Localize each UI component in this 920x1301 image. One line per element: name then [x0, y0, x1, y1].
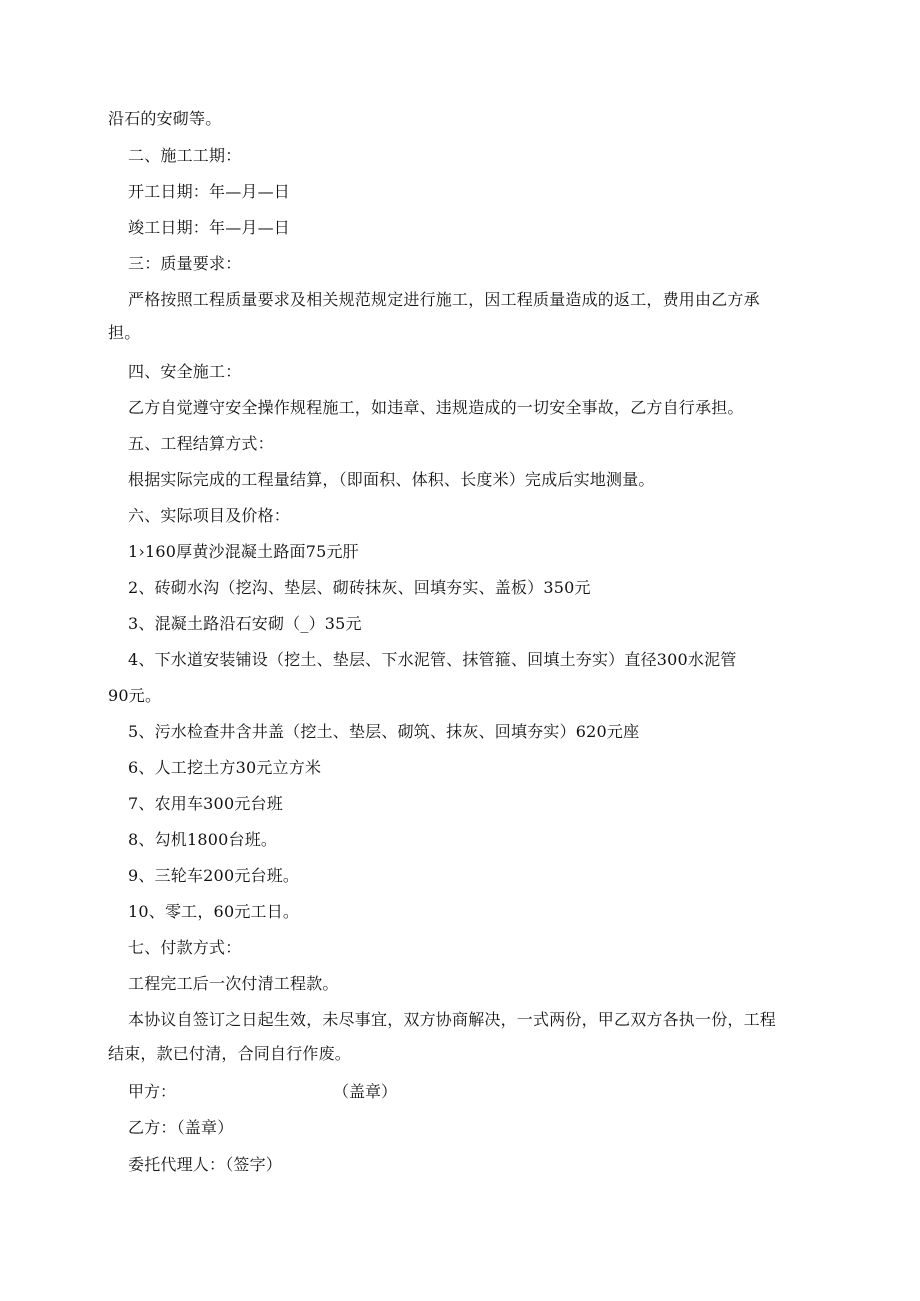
list-item: 1›160厚黄沙混凝土路面75元肝 [128, 542, 359, 561]
list-item: 5、污水检查井含井盖（挖土、垫层、砌筑、抹灰、回填夯实）620元座 [128, 722, 640, 741]
text-line-end-date: 竣工日期：年—月—日 [128, 218, 291, 237]
section-heading-schedule: 二、施工工期： [128, 146, 242, 165]
paragraph-line: 结束，款已付清，合同自行作废。 [108, 1044, 352, 1063]
list-item: 3、混凝土路沿石安砌（_）35元 [128, 614, 362, 633]
party-b-signature-line: 乙方：（盖章） [128, 1118, 234, 1137]
section-heading-items: 六、实际项目及价格： [128, 506, 291, 525]
paragraph-line: 乙方自觉遵守安全操作规程施工，如违章、违规造成的一切安全事故，乙方自行承担。 [128, 398, 744, 417]
paragraph-line: 工程完工后一次付清工程款。 [128, 974, 339, 993]
agent-signature-line: 委托代理人：（签字） [128, 1155, 283, 1174]
list-item-continuation: 90元。 [108, 686, 162, 705]
text-line-start-date: 开工日期：年—月—日 [128, 182, 291, 201]
paragraph-line: 严格按照工程质量要求及相关规范规定进行施工，因工程质量造成的返工，费用由乙方承 [128, 290, 760, 309]
list-item: 10、零工，60元工日。 [128, 902, 300, 921]
list-item: 2、砖砌水沟（挖沟、垫层、砌砖抹灰、回填夯实、盖板）350元 [128, 578, 591, 597]
list-item: 7、农用车300元台班 [128, 794, 283, 813]
section-heading-quality: 三：质量要求： [128, 254, 242, 273]
list-item: 4、下水道安装铺设（挖土、垫层、下水泥管、抹管箍、回填土夯实）直径300水泥管 [128, 650, 737, 669]
party-a-seal-label: （盖章） [333, 1082, 398, 1101]
section-heading-settlement: 五、工程结算方式： [128, 434, 274, 453]
section-heading-safety: 四、安全施工： [128, 362, 242, 381]
paragraph-line: 担。 [108, 323, 141, 342]
paragraph-line: 本协议自签订之日起生效，未尽事宜，双方协商解决，一式两份，甲乙双方各执一份，工程 [128, 1010, 777, 1029]
party-a-label: 甲方： [128, 1082, 177, 1101]
party-a-signature-row [128, 1082, 428, 1102]
text-line: 沿石的安砌等。 [108, 109, 222, 128]
paragraph-line: 根据实际完成的工程量结算，（即面积、体积、长度米）完成后实地测量。 [128, 470, 655, 489]
list-item: 6、人工挖土方30元立方米 [128, 758, 322, 777]
section-heading-payment: 七、付款方式： [128, 938, 242, 957]
list-item: 9、三轮车200元台班。 [128, 866, 300, 885]
list-item: 8、勾机1800台班。 [128, 830, 278, 849]
